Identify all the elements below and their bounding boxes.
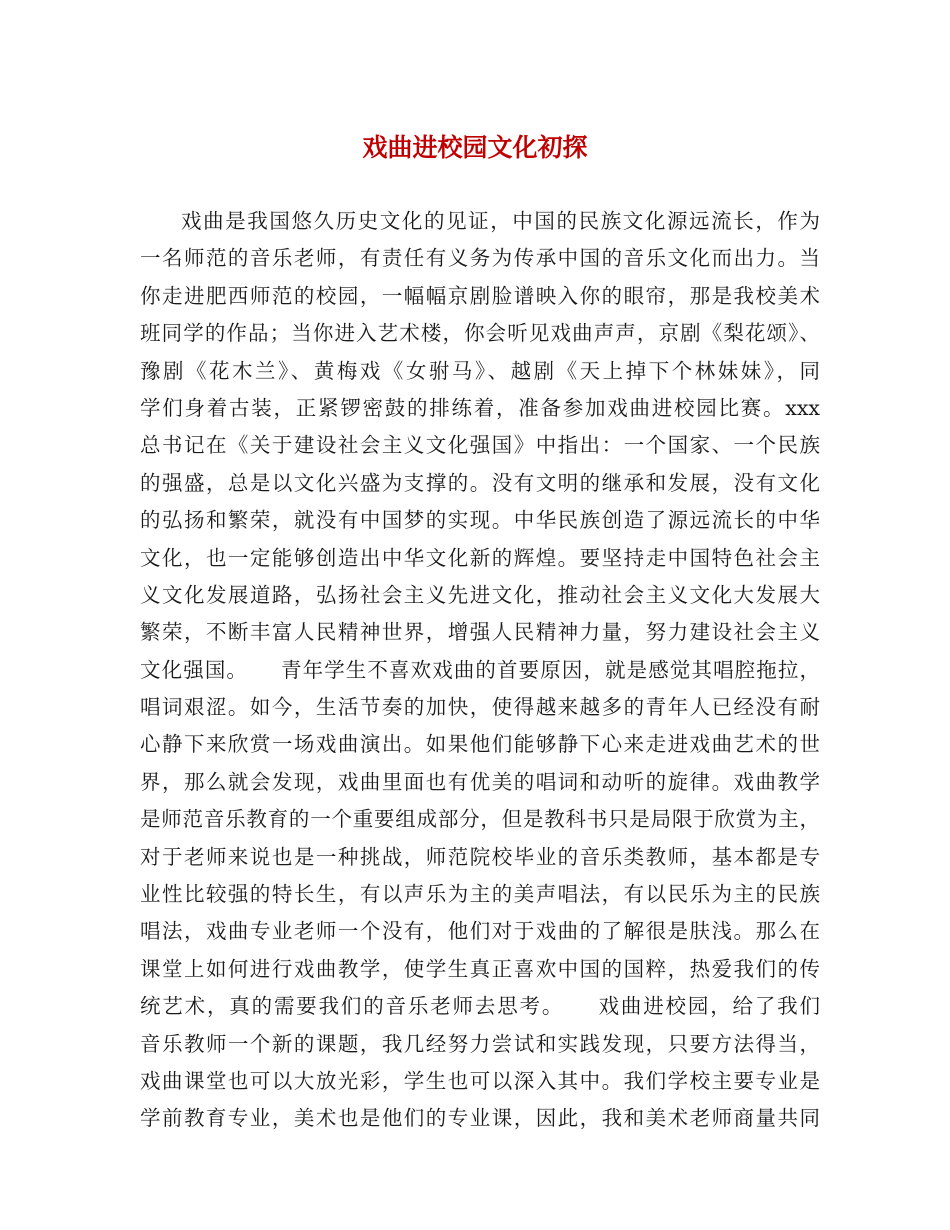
body-line: 业性比较强的特长生，有以声乐为主的美声唱法，有以民乐为主的民族: [140, 882, 820, 907]
body-line: 戏曲课堂也可以大放光彩，学生也可以深入其中。我们学校主要专业是: [140, 1068, 820, 1093]
body-line: 繁荣，不断丰富人民精神世界，增强人民精神力量，努力建设社会主义: [140, 620, 820, 645]
body-line: 音乐教师一个新的课题，我几经努力尝试和实践发现，只要方法得当，: [140, 1031, 820, 1056]
body-line: 的弘扬和繁荣，就没有中国梦的实现。中华民族创造了源远流长的中华: [140, 508, 820, 533]
body-line: 唱词艰涩。如今，生活节奏的加快，使得越来越多的青年人已经没有耐: [140, 695, 820, 720]
body-line: 是师范音乐教育的一个重要组成部分，但是教科书只是局限于欣赏为主，: [140, 807, 820, 832]
body-line: 唱法，戏曲专业老师一个没有，他们对于戏曲的了解很是肤浅。那么在: [140, 919, 820, 944]
body-line: 豫剧《花木兰》、黄梅戏《女驸马》、越剧《天上掉下个林妹妹》，同: [140, 358, 820, 383]
body-line: 统艺术，真的需要我们的音乐老师去思考。 戏曲进校园，给了我们: [140, 994, 820, 1019]
body-line: 总书记在《关于建设社会主义文化强国》中指出：一个国家、一个民族: [140, 433, 820, 458]
body-line: 对于老师来说也是一种挑战，师范院校毕业的音乐类教师，基本都是专: [140, 844, 820, 869]
body-line: 心静下来欣赏一场戏曲演出。如果他们能够静下心来走进戏曲艺术的世: [140, 732, 820, 757]
body-line: 戏曲是我国悠久历史文化的见证，中国的民族文化源远流长，作为: [181, 209, 820, 233]
body-line: 班同学的作品；当你进入艺术楼，你会听见戏曲声声，京剧《梨花颂》、: [140, 321, 820, 346]
body-line: 的强盛，总是以文化兴盛为支撑的。没有文明的继承和发展，没有文化: [140, 470, 820, 495]
body-line: 你走进肥西师范的校园，一幅幅京剧脸谱映入你的眼帘，那是我校美术: [140, 283, 820, 308]
body-line: 义文化发展道路，弘扬社会主义先进文化，推动社会主义文化大发展大: [140, 582, 820, 607]
body-text: [140, 203, 820, 1138]
body-line: 文化，也一定能够创造出中华文化新的辉煌。要坚持走中国特色社会主: [140, 545, 820, 570]
document-title: 戏曲进校园文化初探: [362, 133, 588, 162]
body-line: 课堂上如何进行戏曲教学，使学生真正喜欢中国的国粹，热爱我们的传: [140, 956, 820, 981]
body-line: 一名师范的音乐老师，有责任有义务为传承中国的音乐文化而出力。当: [140, 246, 820, 271]
body-line: 界，那么就会发现，戏曲里面也有优美的唱词和动听的旋律。戏曲教学: [140, 769, 820, 794]
body-line: 学们身着古装，正紧锣密鼓的排练着，准备参加戏曲进校园比赛。xxx: [140, 395, 820, 420]
body-line: 学前教育专业，美术也是他们的专业课，因此，我和美术老师商量共同: [140, 1106, 820, 1131]
body-line: 文化强国。 青年学生不喜欢戏曲的首要原因，就是感觉其唱腔拖拉，: [140, 657, 820, 682]
